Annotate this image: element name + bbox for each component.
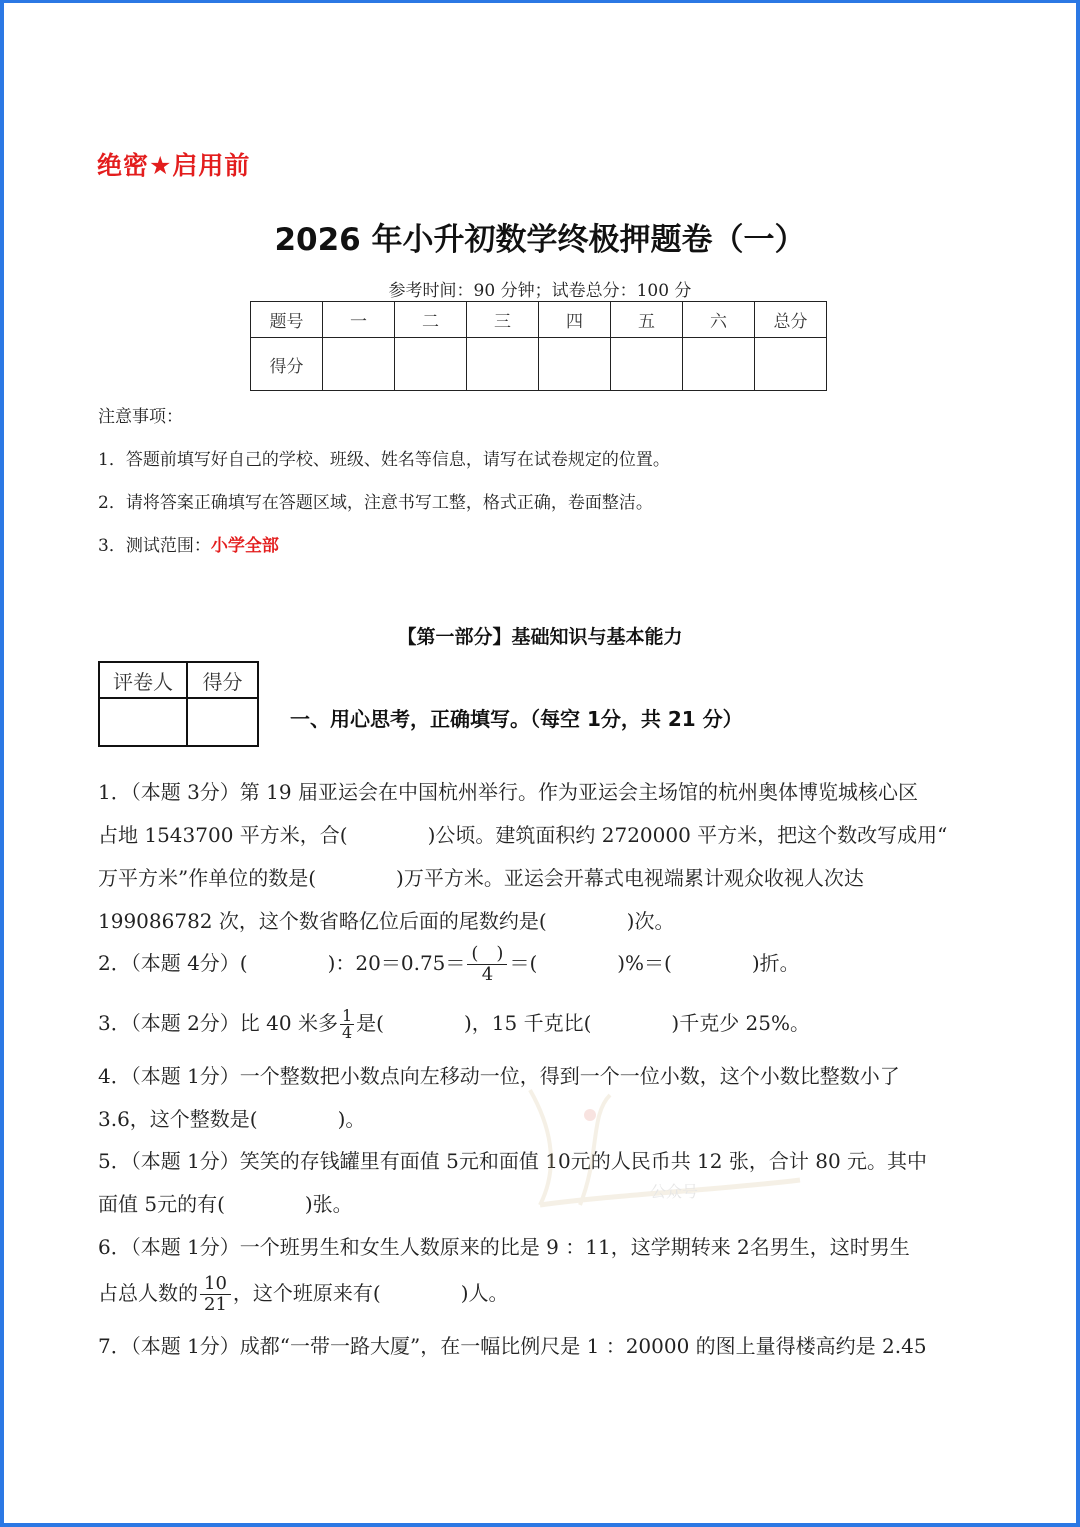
score-input-cell[interactable]	[755, 338, 827, 391]
question-line: 199086782 次，这个数省略亿位后面的尾数约是( )次。	[98, 909, 675, 933]
notes-title: 注意事项：	[98, 407, 183, 427]
note-scope-prefix: 3．测试范围：	[98, 536, 211, 556]
reviewer-input-cell[interactable]	[99, 698, 187, 746]
score-input-cell[interactable]	[467, 338, 539, 391]
watermark-text: 公众号	[650, 1182, 699, 1201]
question-line	[98, 1008, 810, 1041]
score-header-cell: 四	[539, 302, 611, 338]
grader-box	[98, 661, 259, 747]
question-text: ＝( )%＝( )折。	[509, 951, 800, 975]
part-title: 【第一部分】基础知识与基本能力	[397, 626, 683, 648]
question-line: 4．（本题 1分）一个整数把小数点向左移动一位，得到一个一位小数，这个小数比整数小了	[98, 1064, 900, 1088]
score-input-cell[interactable]	[395, 338, 467, 391]
fraction-numerator: 10	[200, 1274, 231, 1295]
fraction-numerator: ( )	[467, 944, 507, 965]
question-line: 3.6，这个整数是( )。	[98, 1107, 366, 1131]
question-line: 面值 5元的有( )张。	[98, 1192, 353, 1216]
score-header-cell: 题号	[251, 302, 323, 338]
score-input-cell[interactable]	[323, 338, 395, 391]
question-line: 5．（本题 1分）笑笑的存钱罐里有面值 5元和面值 10元的人民币共 12 张，合计 80 元。其中	[98, 1149, 928, 1173]
score-input-cell[interactable]	[611, 338, 683, 391]
score-input-cell[interactable]	[539, 338, 611, 391]
fraction	[340, 1008, 354, 1041]
question-line: 6．（本题 1分）一个班男生和女生人数原来的比是 9 ：11，这学期转来 2名男生，这时男生	[98, 1235, 910, 1259]
score-header-cell: 总分	[755, 302, 827, 338]
question-text: 3．（本题 2分）比 40 米多	[98, 1011, 338, 1035]
score-input-cell[interactable]	[683, 338, 755, 391]
reviewer-label: 评卷人	[99, 662, 187, 698]
grader-score-input-cell[interactable]	[187, 698, 258, 746]
question-text: 是( )，15 千克比( )千克少 25%。	[356, 1011, 810, 1035]
question-line: 占地 1543700 平方米，合( )公顷。建筑面积约 2720000 平方米，把这个数改写成用“	[98, 823, 948, 847]
score-table	[250, 301, 827, 391]
question-line: 万平方米”作单位的数是( )万平方米。亚运会开幕式电视端累计观众收视人次达	[98, 866, 864, 890]
note-item	[98, 531, 279, 556]
section-title: 一、用心思考，正确填写。（每空 1分，共 21 分）	[290, 707, 743, 731]
fraction-denominator: 4	[341, 1023, 353, 1042]
score-header-cell: 二	[395, 302, 467, 338]
score-header-cell: 六	[683, 302, 755, 338]
fraction	[467, 944, 507, 985]
score-header-cell: 三	[467, 302, 539, 338]
question-text: 占总人数的	[98, 1281, 198, 1305]
question-text: ，这个班原来有( )人。	[232, 1281, 509, 1305]
fraction-numerator: 1	[341, 1006, 353, 1025]
question-text: 2．（本题 4分）( )：20＝0.75＝	[98, 951, 466, 975]
score-header-cell: 五	[611, 302, 683, 338]
exam-title: 2026 年小升初数学终极押题卷（一）	[274, 222, 806, 258]
secret-label: 绝密★启用前	[97, 151, 251, 180]
note-scope-value: 小学全部	[210, 536, 279, 556]
time-info: 参考时间：90 分钟；试卷总分：100 分	[388, 281, 692, 301]
note-item: 1．答题前填写好自己的学校、班级、姓名等信息，请写在试卷规定的位置。	[98, 450, 670, 470]
grader-score-label: 得分	[187, 662, 258, 698]
note-item: 2．请将答案正确填写在答题区域，注意书写工整，格式正确，卷面整洁。	[98, 493, 653, 513]
question-line: 1．（本题 3分）第 19 届亚运会在中国杭州举行。作为亚运会主场馆的杭州奥体博览城核心区	[98, 780, 918, 804]
score-row-label: 得分	[251, 338, 323, 391]
fraction-denominator: 4	[481, 964, 494, 985]
fraction-denominator: 21	[204, 1294, 227, 1315]
question-line	[98, 1274, 509, 1315]
fraction	[200, 1274, 231, 1315]
question-line: 7．（本题 1分）成都“一带一路大厦”，在一幅比例尺是 1 ：20000 的图上量得楼高约是 2.45	[98, 1334, 927, 1358]
score-header-cell: 一	[323, 302, 395, 338]
question-line	[98, 944, 800, 985]
